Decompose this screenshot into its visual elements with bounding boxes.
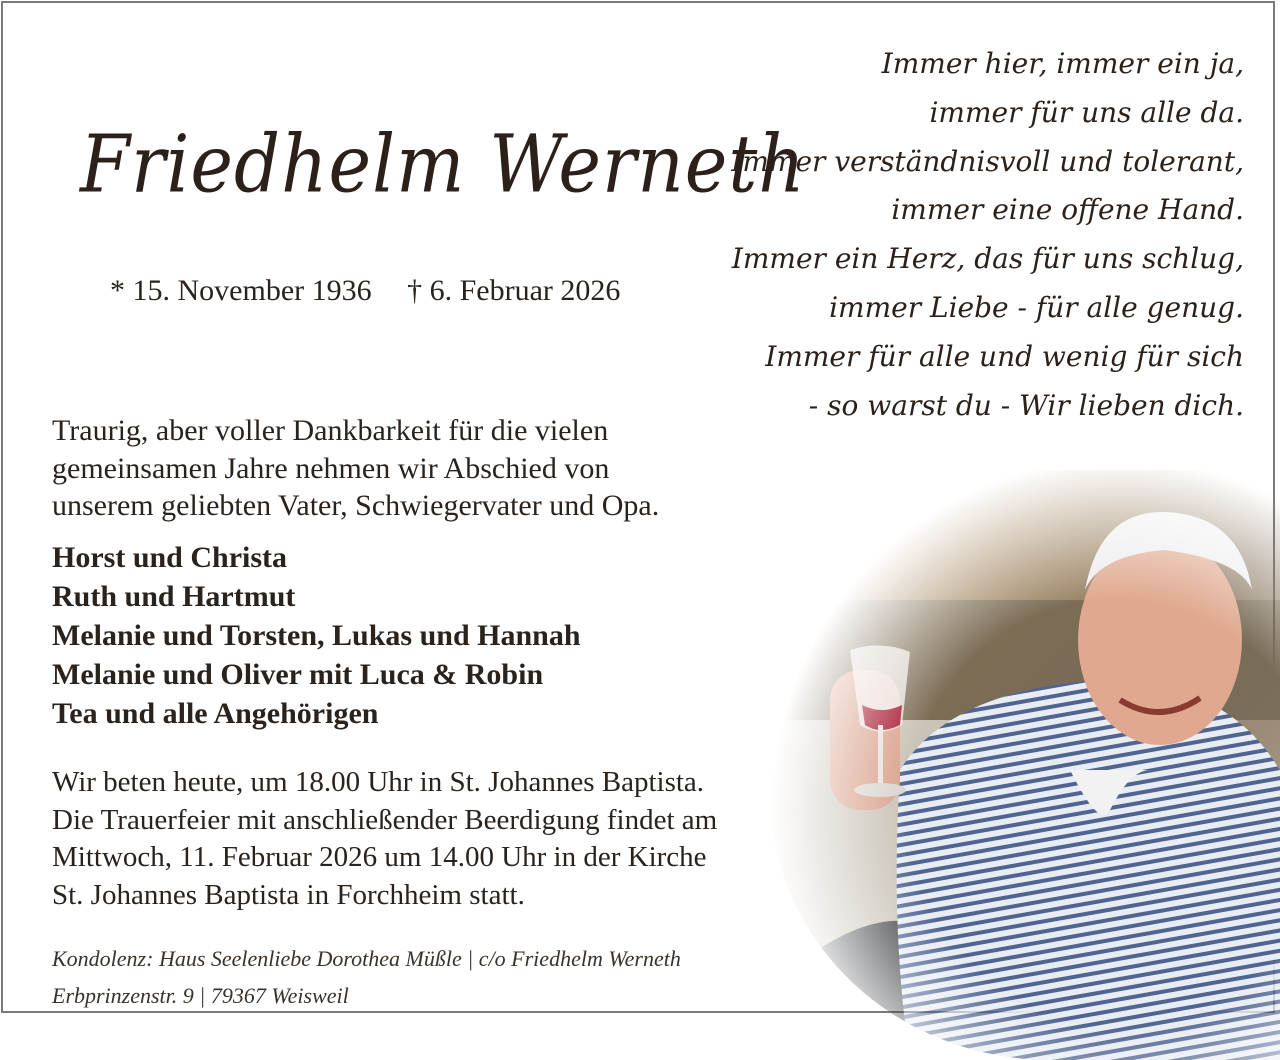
intro-line: Traurig, aber voller Dankbarkeit für die vielen bbox=[52, 414, 609, 447]
poem-line: immer Liebe - für alle genug. bbox=[829, 290, 1244, 324]
poem-line: Immer für alle und wenig für sich bbox=[765, 339, 1244, 373]
family-name: Horst und Christa bbox=[52, 541, 288, 574]
service-line: Wir beten heute, um 18.00 Uhr in St. Johannes Baptista. bbox=[52, 766, 705, 798]
poem-line: Immer ein Herz, das für uns schlug, bbox=[731, 242, 1244, 276]
intro-line: gemeinsamen Jahre nehmen wir Abschied von bbox=[52, 451, 610, 485]
deceased-name: Friedhelm Werneth bbox=[80, 118, 806, 211]
service-line: Die Trauerfeier mit anschließender Beerdigung findet am bbox=[52, 803, 718, 836]
poem-line: - so warst du - Wir lieben dich. bbox=[808, 388, 1244, 422]
poem-line: Immer verständnisvoll und tolerant, bbox=[731, 144, 1244, 178]
poem-line: immer für uns alle da. bbox=[929, 95, 1244, 129]
condolence-address bbox=[52, 940, 681, 1014]
life-dates bbox=[110, 274, 648, 308]
family-name: Melanie und Torsten, Lukas und Hannah bbox=[52, 619, 581, 652]
poem-line: immer eine offene Hand. bbox=[891, 193, 1244, 227]
birth-date: * 15. November 1936 bbox=[110, 274, 372, 307]
family-list bbox=[52, 538, 581, 733]
condolence-line: Erbprinzenstr. 9 | 79367 Weisweil bbox=[52, 983, 349, 1008]
condolence-line: Kondolenz: Haus Seelenliebe Dorothea Müßle | c/o Friedhelm Werneth bbox=[52, 946, 681, 971]
poem bbox=[704, 40, 1244, 430]
family-name: Ruth und Hartmut bbox=[52, 580, 296, 613]
service-line: St. Johannes Baptista in Forchheim statt. bbox=[52, 878, 525, 911]
death-date: † 6. Februar 2026 bbox=[407, 274, 621, 307]
poem-line: Immer hier, immer ein ja, bbox=[881, 47, 1244, 80]
service-line: Mittwoch, 11. Februar 2026 um 14.00 Uhr in der Kirche bbox=[52, 841, 707, 873]
intro-line: unserem geliebten Vater, Schwiegervater und Opa. bbox=[52, 489, 660, 522]
service-info bbox=[52, 764, 717, 914]
intro-text bbox=[52, 412, 772, 525]
family-name: Melanie und Oliver mit Luca & Robin bbox=[52, 658, 544, 691]
family-name: Tea und alle Angehörigen bbox=[52, 697, 379, 730]
